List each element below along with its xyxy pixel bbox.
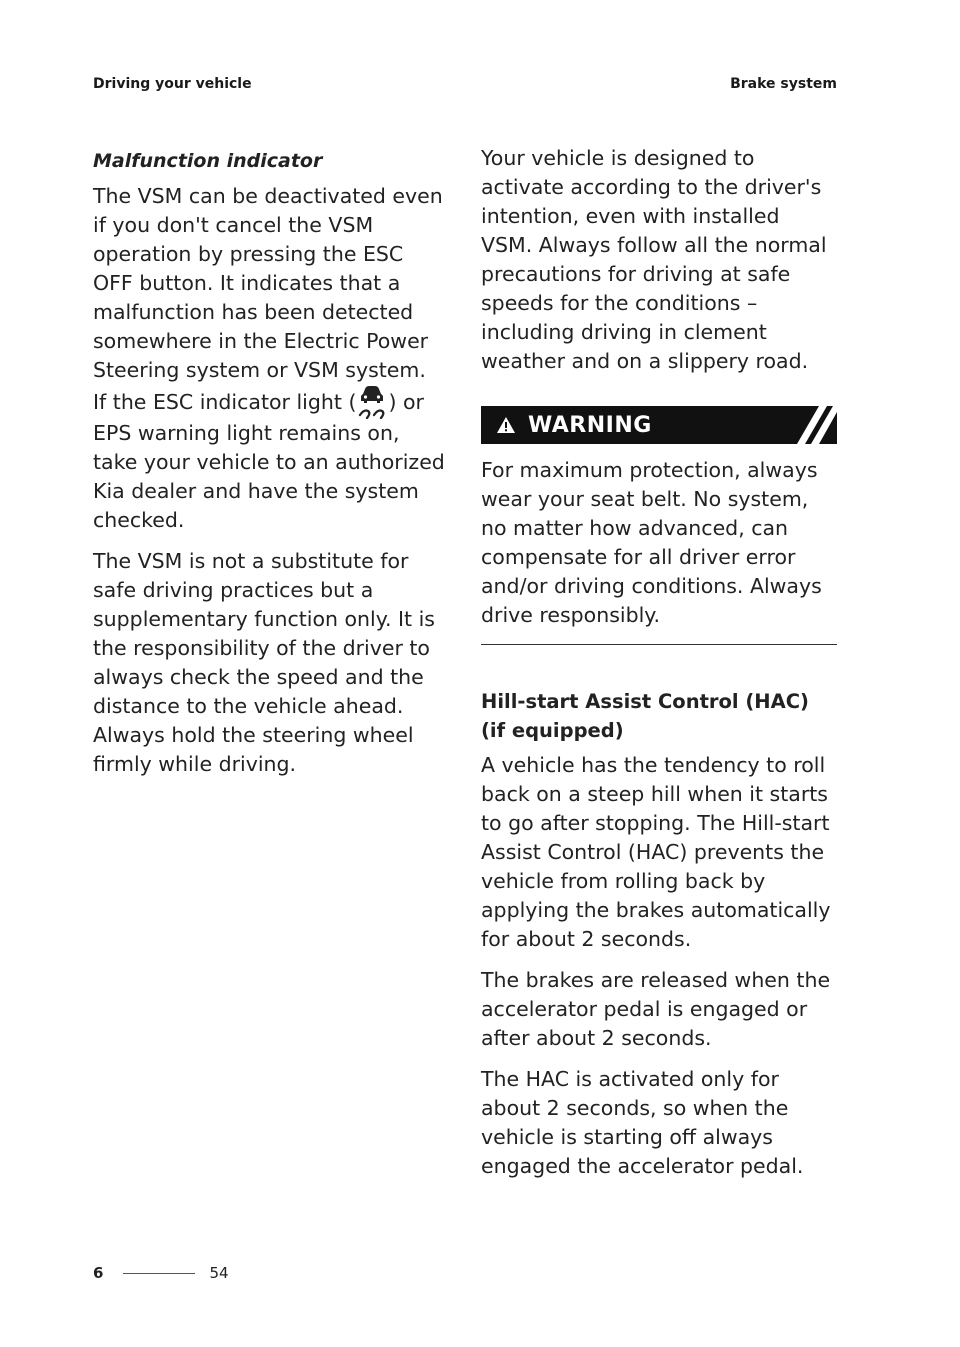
- right-column: [481, 144, 837, 1193]
- malfunction-text-part2: ) or EPS warning light remains on, take your vehicle to an authorized Kia dealer and have the system checked.: [93, 390, 445, 532]
- left-column: [93, 144, 445, 791]
- malfunction-paragraph: [93, 182, 445, 535]
- warning-text: For maximum protection, always wear your seat belt. No system, no matter how advanced, can compensate for all driver error and/or driving conditions. Always drive responsibly.: [481, 458, 822, 627]
- vsm-substitute-paragraph: The VSM is not a substitute for safe driving practices but a supplementary function only. It is the responsibility of the driver to always check the speed and the distance to the vehicle ahead. Always hold the steering wheel firmly while driving.: [93, 549, 435, 776]
- chapter-number: 6: [93, 1264, 104, 1282]
- warning-stripes-decoration: [775, 406, 837, 444]
- esc-skid-car-icon: [357, 385, 387, 419]
- header-topic-title: Brake system: [730, 76, 837, 92]
- hac-paragraph-3: The HAC is activated only for about 2 seconds, so when the vehicle is starting off always engaged the accelerator pedal.: [481, 1067, 804, 1178]
- header-section-title: Driving your vehicle: [93, 76, 252, 92]
- warning-banner: [481, 406, 837, 444]
- section-divider: [481, 644, 837, 645]
- page-number: 54: [209, 1264, 229, 1282]
- hac-heading: Hill-start Assist Control (HAC) (if equipped): [481, 690, 809, 742]
- warning-label: WARNING: [528, 412, 652, 438]
- hac-paragraph-1: A vehicle has the tendency to roll back on a steep hill when it starts to go after stopping. The Hill-start Assist Control (HAC) prevents the vehicle from rolling back by applying the brakes automatically for about 2 seconds.: [481, 753, 831, 951]
- footer-divider: [123, 1273, 195, 1274]
- hac-paragraph-2: The brakes are released when the accelerator pedal is engaged or after about 2 seconds.: [481, 968, 831, 1050]
- vsm-intention-paragraph: Your vehicle is designed to activate according to the driver's intention, even with installed VSM. Always follow all the normal precautions for driving at safe speeds for the conditions – including driving in clement weather and on a slippery road.: [481, 146, 827, 373]
- malfunction-text-part1: The VSM can be deactivated even if you don't cancel the VSM operation by pressing the ESC OFF button. It indicates that a malfunction has been detected somewhere in the Electric Power Steering system or VSM system. If the ESC indicator light (: [93, 184, 443, 414]
- warning-triangle-icon: [496, 416, 516, 434]
- page-footer: [93, 1264, 229, 1282]
- malfunction-subheading: Malfunction indicator: [93, 150, 323, 172]
